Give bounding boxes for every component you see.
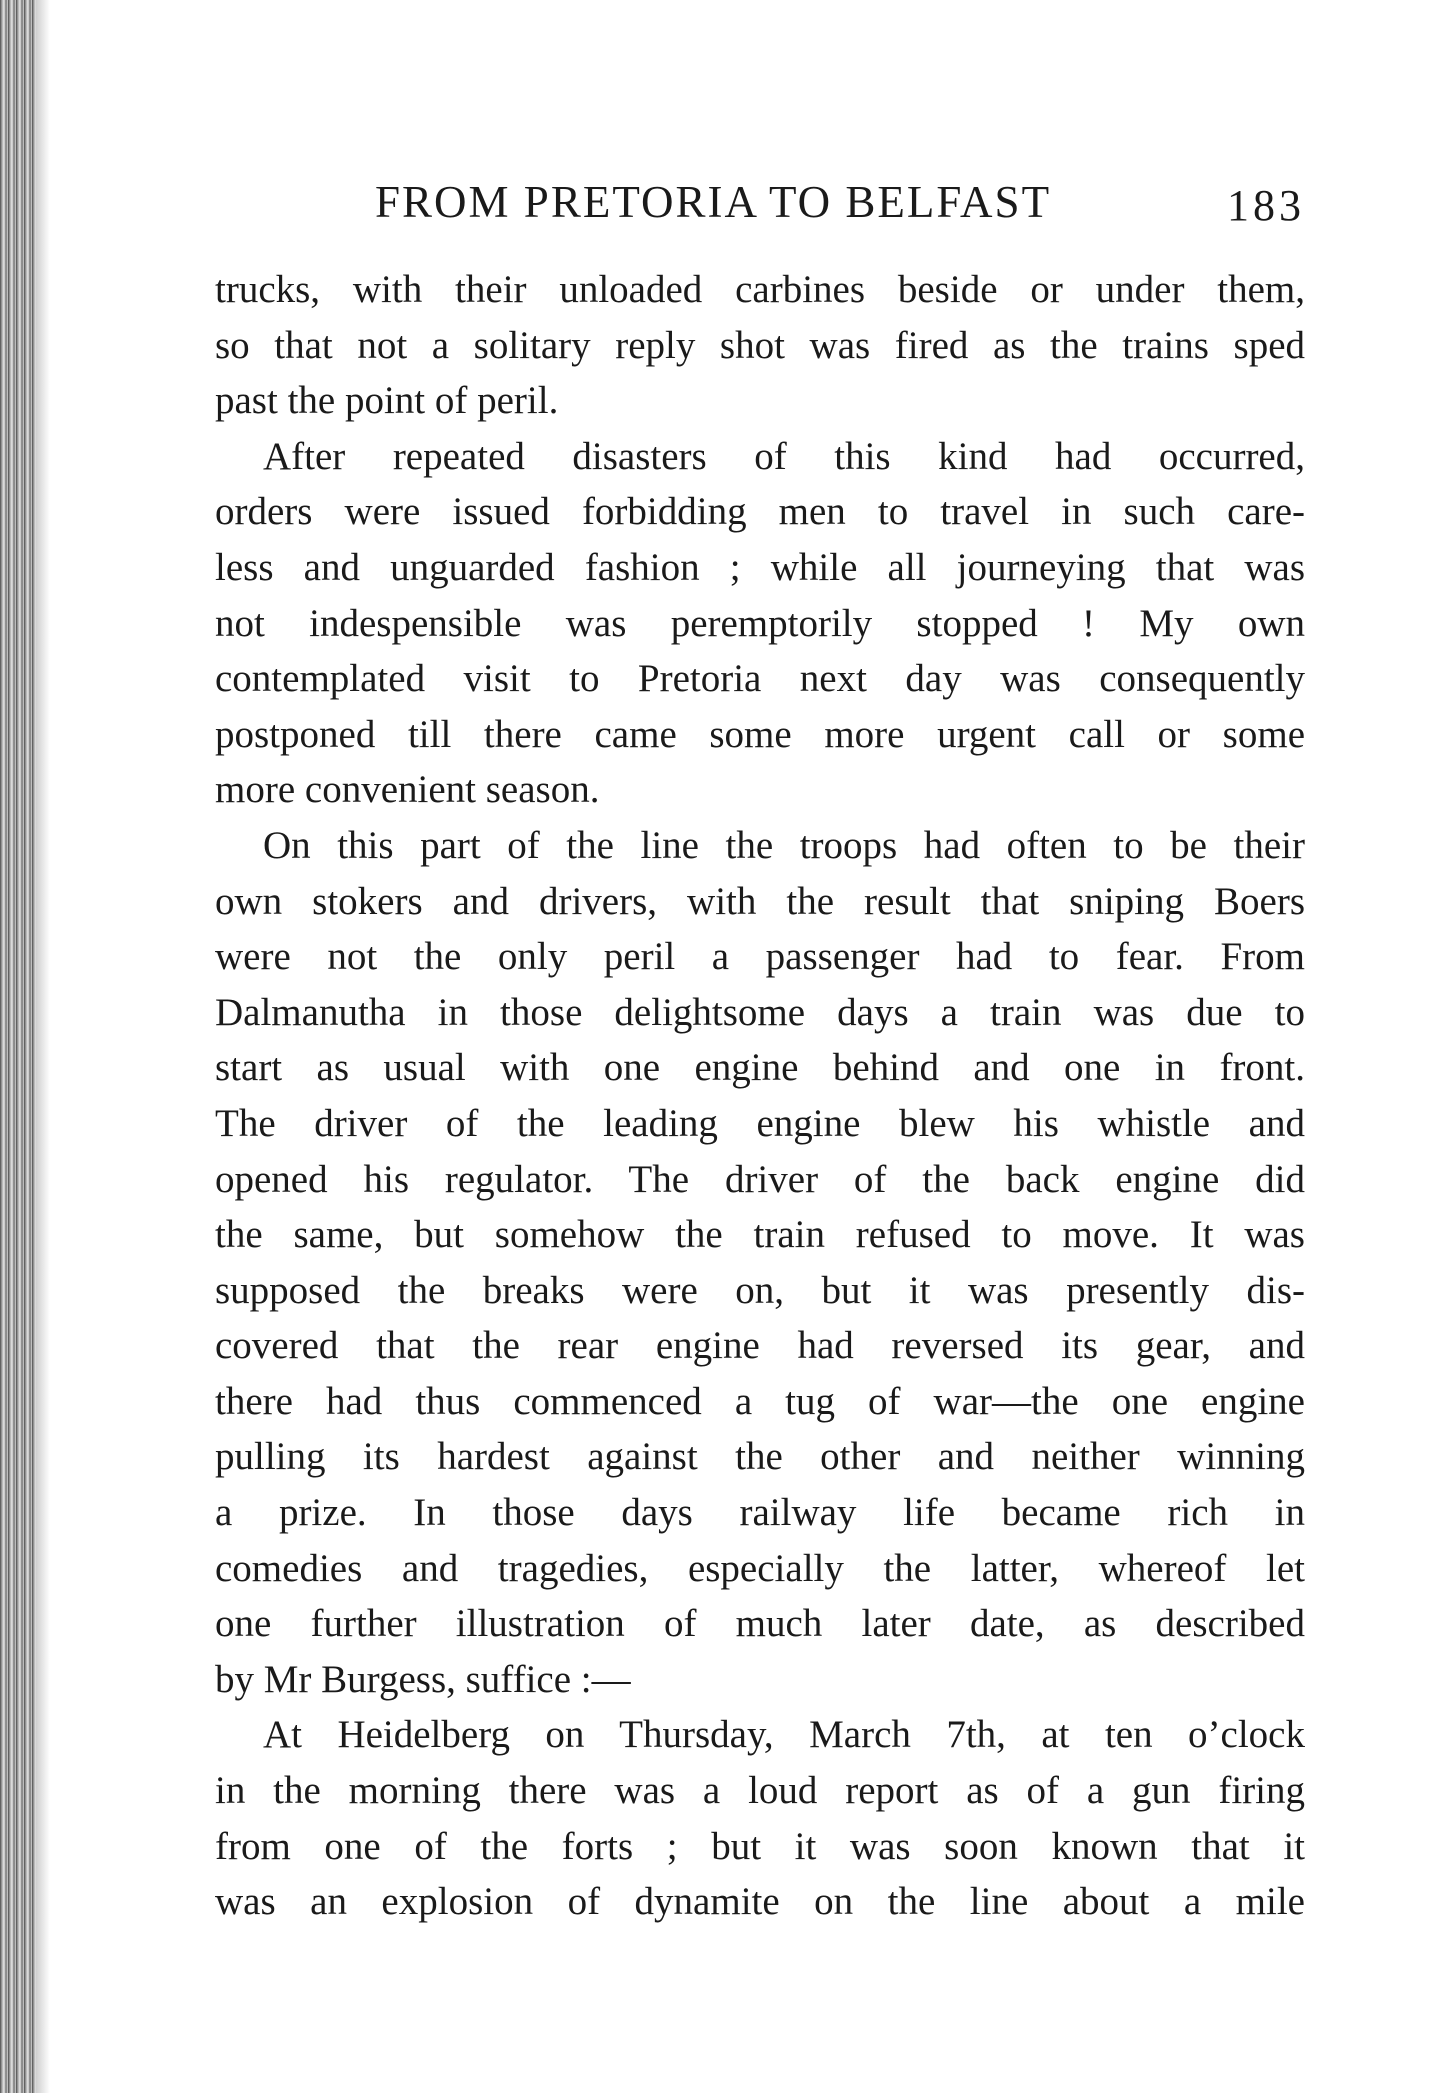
running-title: FROM PRETORIA TO BELFAST [375,177,1052,227]
text-line: a prize. In those days railway life became rich in [215,1491,1305,1535]
book-binding-edge [0,0,36,2093]
text-line: At Heidelberg on Thursday, March 7th, at ten o’clock [263,1713,1305,1757]
text-line: by Mr Burgess, suffice :— [215,1657,631,1701]
text-line: orders were issued forbidding men to travel in such care- [215,490,1305,534]
text-line: less and unguarded fashion ; while all journeying that was [215,545,1305,589]
text-line: was an explosion of dynamite on the line about a mile [215,1880,1305,1924]
text-line: were not the only peril a passenger had to fear. From [215,935,1305,979]
text-line: The driver of the leading engine blew his whistle and [215,1101,1305,1145]
text-line: On this part of the line the troops had often to be their [263,823,1305,867]
page-body [215,262,1305,1930]
running-head [215,172,1305,232]
text-line: opened his regulator. The driver of the back engine did [215,1157,1305,1201]
text-line: in the morning there was a loud report as of a gun firing [215,1769,1305,1813]
text-line: past the point of peril. [215,379,559,423]
text-line: the same, but somehow the train refused to move. It was [215,1213,1305,1257]
text-line: trucks, with their unloaded carbines beside or under them, [215,268,1305,311]
text-line: more convenient season. [215,768,600,812]
text-line: postponed till there came some more urgent call or some [215,712,1305,756]
page-number: 183 [1227,181,1305,230]
text-line: After repeated disasters of this kind had occurred, [263,434,1305,478]
text-line: supposed the breaks were on, but it was presently dis- [215,1268,1305,1312]
binding-shadow [36,0,50,2093]
text-line: own stokers and drivers, with the result that sniping Boers [215,879,1305,923]
text-line: start as usual with one engine behind and one in front. [215,1046,1305,1090]
text-line: Dalmanutha in those delightsome days a train was due to [215,990,1305,1034]
text-line: not indespensible was peremptorily stopped ! My own [215,601,1305,645]
text-line: comedies and tragedies, especially the latter, whereof let [215,1546,1305,1590]
text-line: pulling its hardest against the other and neither winning [215,1435,1305,1479]
text-line: from one of the forts ; but it was soon known that it [215,1824,1305,1868]
text-line: covered that the rear engine had reversed its gear, and [215,1324,1305,1368]
text-line: one further illustration of much later date, as described [215,1602,1305,1646]
text-line: contemplated visit to Pretoria next day was consequently [215,657,1305,701]
text-line: so that not a solitary reply shot was fired as the trains sped [215,323,1305,367]
text-line: there had thus commenced a tug of war—the one engine [215,1379,1305,1423]
